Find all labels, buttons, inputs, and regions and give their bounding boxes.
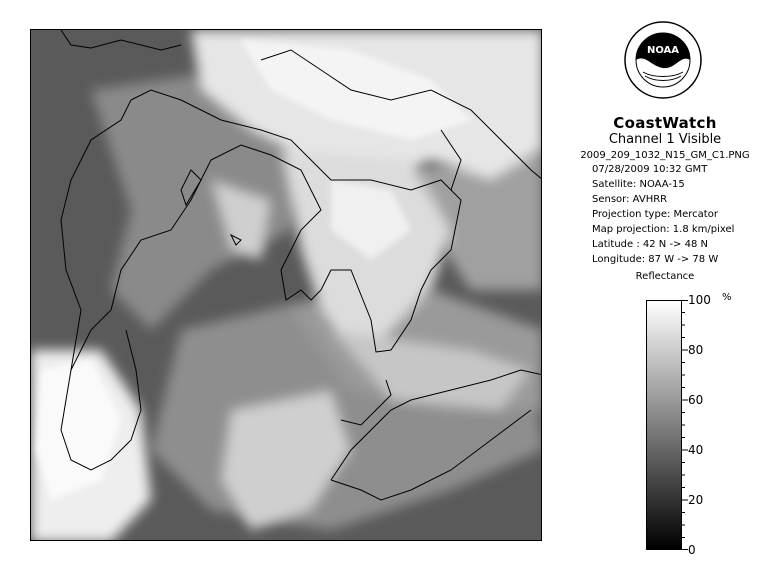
noaa-logo [623, 20, 703, 100]
sensor-label: Sensor: AVHRR [592, 194, 668, 205]
projection-type-label: Projection type: Mercator [592, 209, 718, 220]
info-panel [560, 114, 770, 163]
acquisition-datetime: 07/28/2009 10:32 GMT [592, 164, 708, 175]
tick-label: 40 [688, 443, 704, 457]
file-name: 2009_209_1032_N15_GM_C1.PNG [580, 150, 750, 161]
satellite-image [30, 29, 542, 541]
product-subtitle: Channel 1 Visible [608, 132, 722, 147]
legend-unit: % [722, 292, 732, 303]
tick-label: 100 [688, 293, 711, 307]
satellite-label: Satellite: NOAA-15 [592, 179, 685, 190]
latitude-label: Latitude : 42 N -> 48 N [592, 239, 708, 250]
tick-label: 80 [688, 343, 704, 357]
tick-label: 20 [688, 493, 704, 507]
colorbar-ticks [682, 300, 694, 550]
longitude-label: Longitude: 87 W -> 78 W [592, 254, 719, 265]
tick-label: 0 [688, 543, 696, 557]
tick-label: 60 [688, 393, 704, 407]
reflectance-colorbar [646, 300, 682, 550]
legend-title: Reflectance [635, 271, 695, 282]
metadata-list [592, 162, 734, 267]
noaa-logo-text: NOAA [646, 45, 680, 56]
satellite-map-svg [31, 30, 542, 541]
product-title: CoastWatch [613, 114, 717, 132]
map-projection-label: Map projection: 1.8 km/pixel [592, 224, 735, 235]
